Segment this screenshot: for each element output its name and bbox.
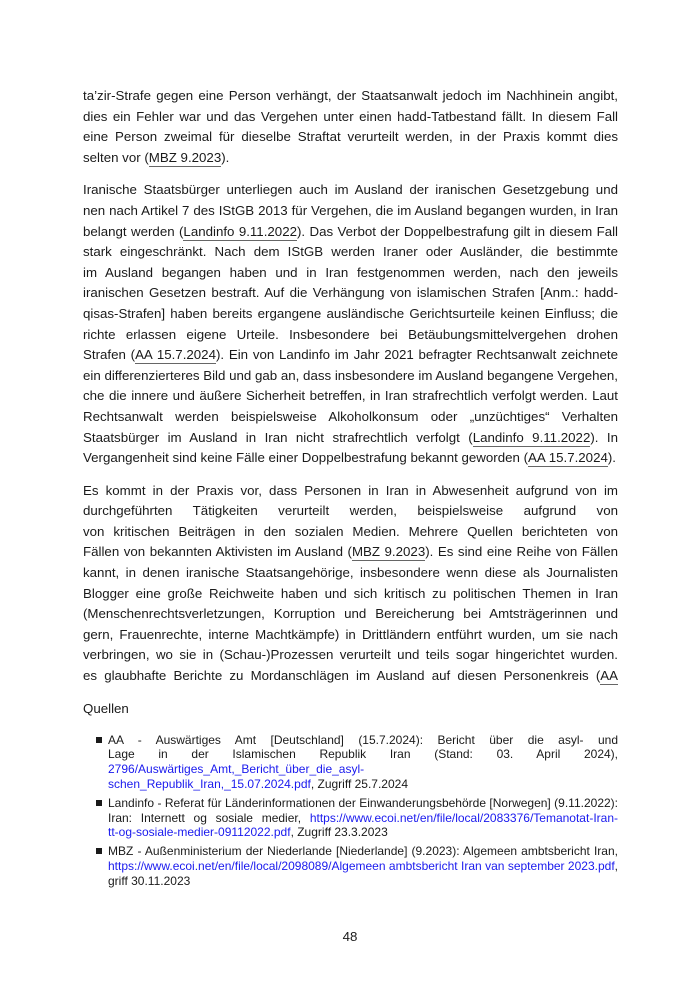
text-line: [108, 825, 618, 840]
text-line: [83, 407, 618, 428]
text-segment: ). In: [590, 429, 618, 445]
text-line: [83, 604, 618, 625]
text-line: [83, 263, 618, 284]
paragraph: [83, 86, 618, 168]
citation-link[interactable]: AA 15.7.2024: [528, 450, 608, 466]
sources-heading: Quellen: [83, 700, 129, 716]
text-line: [83, 666, 618, 687]
text-line: [83, 180, 618, 201]
text-line: [83, 366, 618, 387]
text-line: [108, 733, 618, 748]
text-segment: AA - Auswärtiges Amt [Deutschland] (15.7.2024): Bericht über die asyl- und: [108, 732, 618, 747]
citation-link[interactable]: MBZ 9.2023: [148, 149, 222, 165]
source-url-link[interactable]: tt-og-sosiale-medier-09112022.pdf: [108, 825, 291, 840]
text-line: [83, 304, 618, 325]
text-line: [83, 107, 618, 128]
text-segment: Iranische Staatsbürger unterliegen auch im Ausland der iranischen Gesetzgebung und: [83, 182, 618, 198]
text-line: [83, 325, 618, 346]
sources-list: [83, 733, 618, 889]
text-line: [83, 448, 618, 469]
citation-link[interactable]: Landinfo 9.11.2022: [472, 429, 591, 445]
text-segment: che die innere und äußere Sicherheit betreffen, in Iran strafrechtlich verfolgt werden. Laut: [83, 388, 618, 404]
text-segment: belangt werden (: [83, 223, 184, 239]
text-segment: Blogger eine große Reichweite haben und sich kritisch zu politischen Themen in Iran: [83, 585, 618, 601]
text-segment: , Zugriff 23.3.2023: [290, 825, 388, 840]
text-segment: Staatsbürger im Ausland in Iran nicht strafrechtlich verfolgt (: [83, 429, 473, 445]
text-segment: Iran: Internett og sosiale medier,: [108, 810, 310, 825]
page-number: 48: [342, 929, 358, 944]
text-line: [108, 874, 618, 889]
text-segment: ta’zir-Strafe gegen eine Person verhängt, der Staatsanwalt jedoch im Nachhinein angibt,: [83, 88, 618, 103]
text-line: [108, 777, 618, 792]
text-segment: eine Person zweimal für dieselbe Straftat verurteilt werden, in der Praxis kommt dies: [83, 129, 618, 145]
text-segment: Strafen (: [83, 347, 136, 363]
source-url-link[interactable]: https://www.ecoi.net/en/file/local/2098089/Algemeen ambtsbericht Iran van september 2023.pdf: [108, 859, 615, 873]
document-body: [83, 86, 618, 893]
text-line: [83, 501, 618, 522]
text-segment: ). Ein von Landinfo im Jahr 2021 befragter Rechtsanwalt zeichnete: [215, 347, 618, 363]
citation-link[interactable]: MBZ 9.2023: [351, 544, 426, 560]
text-line: [83, 148, 618, 169]
source-url-link[interactable]: 2796/Auswärtiges_Amt,_Bericht_über_die_asyl-: [108, 762, 365, 777]
text-line: [83, 542, 618, 563]
text-line: [108, 844, 618, 859]
source-url-link[interactable]: https://www.ecoi.net/en/file/local/2083376/Temanotat-Iran-: [309, 810, 618, 825]
square-bullet-icon: [96, 848, 102, 854]
paragraph: [83, 180, 618, 468]
citation-link[interactable]: AA: [83, 668, 618, 687]
paragraph: [83, 481, 618, 687]
square-bullet-icon: [96, 800, 102, 806]
text-line: [108, 811, 618, 826]
text-segment: Es kommt in der Praxis vor, dass Personen in Iran in Abwesenheit aufgrund von im: [83, 482, 618, 498]
text-segment: ). Es sind eine Reihe von Fällen: [425, 544, 618, 560]
square-bullet-icon: [96, 737, 102, 743]
text-line: [83, 428, 618, 449]
source-url-link[interactable]: schen_Republik_Iran,_15.07.2024.pdf: [108, 777, 311, 792]
text-segment: richte erlassen eigene Urteile. Insbesondere bei Betäubungsmittelvergehen drohen: [83, 326, 618, 342]
text-segment: nen nach Artikel 7 des IStGB 2013 für Vergehen, die im Ausland begangen wurden, in Iran: [83, 202, 618, 218]
text-line: [83, 625, 618, 646]
text-line: [83, 127, 618, 148]
text-segment: ).: [607, 450, 616, 466]
text-segment: Rechtsanwalt werden beispielsweise Alkoholkonsum oder „unzüchtiges“ Verhalten: [83, 408, 618, 424]
text-segment: Fällen von bekannten Aktivisten im Ausland (: [83, 544, 352, 560]
text-segment: ).: [221, 149, 230, 165]
text-segment: kannt, in denen iranische Staatsangehörige, insbesondere wenn diese als Journalisten: [83, 565, 618, 581]
text-segment: ,: [614, 859, 618, 873]
text-segment: durchgeführten Tätigkeiten verurteilt werden, beispielsweise aufgrund von: [83, 503, 618, 519]
citation-link[interactable]: Landinfo 9.11.2022: [183, 223, 297, 239]
text-line: [83, 522, 618, 543]
text-line: [83, 645, 618, 666]
text-segment: von kritischen Beiträgen in den sozialen Medien. Mehrere Quellen berichteten von: [83, 523, 618, 539]
text-line: [83, 584, 618, 605]
text-segment: gern, Frauenrechte, interne Machtkämpfe) in Drittländern entführt wurden, um sie nach: [83, 626, 618, 642]
text-segment: selten vor (: [83, 149, 149, 165]
text-line: [83, 242, 618, 263]
text-segment: MBZ - Außenministerium der Niederlande [Niederlande] (9.2023): Algemeen ambtsbericht Iran,: [108, 844, 618, 859]
body-text: [83, 86, 618, 687]
text-line: [83, 222, 618, 243]
text-segment: Lage in der Islamischen Republik Iran (Stand: 03. April 2024),: [108, 747, 618, 762]
text-line: [108, 747, 618, 762]
text-segment: im Ausland begangen haben und in Iran festgenommen werden, nach den jeweils: [83, 264, 618, 280]
text-line: [83, 283, 618, 304]
text-line: [83, 481, 618, 502]
text-segment: dies ein Fehler war und das Vergehen unter einen hadd-Tatbestand fällt. In diesem Fall: [83, 108, 618, 124]
text-line: [83, 201, 618, 222]
source-item: [95, 844, 618, 888]
text-line: [83, 386, 618, 407]
text-line: [108, 796, 618, 811]
text-segment: griff 30.11.2023: [108, 873, 191, 888]
text-segment: Vergangenheit sind keine Fälle einer Doppelbestrafung bekannt geworden (: [83, 450, 529, 466]
source-item: [95, 733, 618, 792]
text-segment: verbringen, wo sie in (Schau-)Prozessen verurteilt und teils sogar hingerichtet wurden.: [83, 647, 618, 663]
text-segment: iranischen Gesetzen bestraft. Auf die Verhängung von islamischen Strafen [Anm.: hadd-: [83, 285, 618, 301]
text-segment: , Zugriff 25.7.2024: [310, 777, 409, 792]
text-segment: es glaubhafte Berichte zu Mordanschlägen im Ausland auf diesen Personenkreis (: [83, 668, 601, 684]
text-line: [83, 345, 618, 366]
text-segment: ). Das Verbot der Doppelbestrafung gilt in diesem Fall: [296, 223, 618, 239]
text-segment: stark eingeschränkt. Nach dem IStGB werden Iraner oder Ausländer, die bestimmte: [83, 244, 618, 260]
source-item: [95, 796, 618, 840]
text-line: [83, 563, 618, 584]
text-segment: ein differenzierteres Bild und gab an, dass insbesondere im Ausland begangene Vergehen,: [83, 367, 618, 383]
text-segment: Landinfo - Referat für Länderinformationen der Einwanderungsbehörde [Norwegen] (9.11.2022):: [108, 795, 618, 810]
text-segment: qisas-Strafen] haben bereits ergangene ausländische Gerichtsurteile keinen Einfluss; die: [83, 305, 618, 321]
text-segment: (Menschenrechtsverletzungen, Korruption und Bereicherung bei Amtsträgerinnen und: [83, 606, 618, 622]
text-line: [108, 762, 618, 777]
text-line: [108, 859, 618, 874]
text-line: [83, 86, 618, 107]
citation-link[interactable]: AA 15.7.2024: [135, 347, 216, 363]
